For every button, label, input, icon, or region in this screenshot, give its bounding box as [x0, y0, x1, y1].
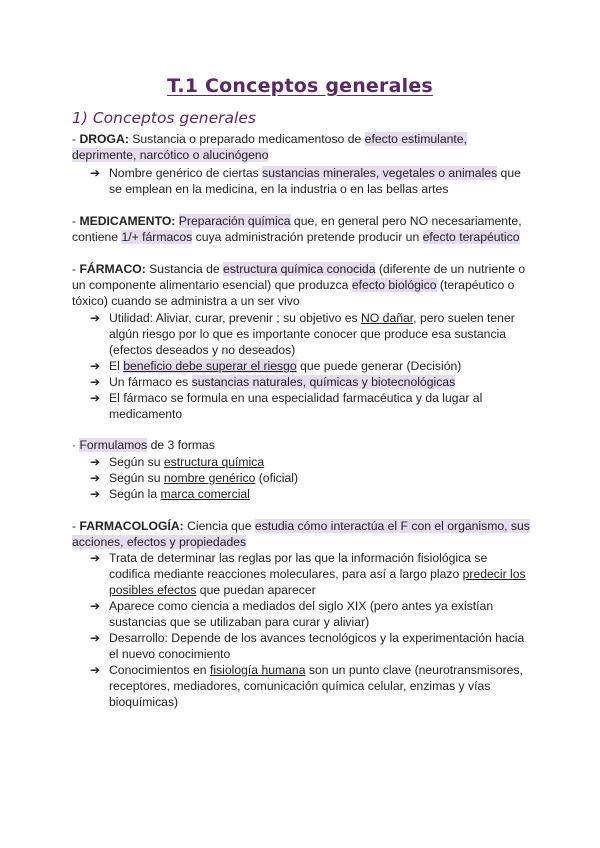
- farmaco-bullet-1: Utilidad: Aliviar, curar, prevenir ; su objetivo es NO dañar, pero suelen tener: [109, 311, 515, 325]
- droga-line-2: deprimente, narcótico o alucinógeno: [72, 148, 269, 162]
- farmacologia-bullet-3-cont: el nuevo conocimiento: [109, 647, 231, 661]
- arrow-bullet-icon: ➔: [90, 487, 101, 501]
- farmacologia-line-1: - FARMACOLOGÍA: Ciencia que estudia cómo interactúa el F con el organismo, sus: [72, 519, 530, 533]
- arrow-bullet-icon: ➔: [90, 551, 101, 565]
- arrow-bullet-icon: ➔: [90, 455, 101, 469]
- section-heading: 1) Conceptos generales: [72, 109, 256, 127]
- arrow-bullet-icon: ➔: [90, 375, 101, 389]
- droga-line-1: - DROGA: Sustancia o preparado medicamentoso de efecto estimulante,: [72, 132, 467, 146]
- arrow-bullet-icon: ➔: [90, 663, 101, 677]
- farmacologia-bullet-1: Trata de determinar las reglas por las que la información fisiológica se: [109, 551, 488, 565]
- term-droga: DROGA:: [79, 132, 129, 146]
- formas-line-1: · Formulamos de 3 formas: [72, 438, 215, 452]
- formas-bullet-1: Según su estructura química: [109, 455, 265, 469]
- farmacologia-bullet-2: Aparece como ciencia a mediados del siglo XIX (pero antes ya existían: [109, 599, 494, 613]
- farmaco-bullet-4-cont: medicamento: [109, 407, 183, 421]
- farmaco-bullet-1-cont-2: (efectos deseados y no deseados): [109, 343, 296, 357]
- page-title: T.1 Conceptos generales: [167, 75, 433, 97]
- term-farmacologia: FARMACOLOGÍA:: [79, 519, 184, 533]
- farmacologia-bullet-2-cont: sustancias que se utilizaban para curar y aliviar): [109, 615, 370, 629]
- arrow-bullet-icon: ➔: [90, 391, 101, 405]
- term-farmaco: FÁRMACO:: [79, 262, 146, 276]
- arrow-bullet-icon: ➔: [90, 471, 101, 485]
- farmaco-line-2: un componente alimentario esencial) que produzca efecto biológico (terapéutico o: [72, 278, 515, 292]
- arrow-bullet-icon: ➔: [90, 166, 101, 180]
- formas-bullet-2: Según su nombre genérico (oficial): [109, 471, 299, 485]
- farmaco-bullet-3: Un fármaco es sustancias naturales, químicas y biotecnológicas: [109, 375, 456, 389]
- farmaco-bullet-4: El fármaco se formula en una especialidad farmacéutica y da lugar al: [109, 391, 483, 405]
- farmaco-line-3: tóxico) cuando se administra a un ser vivo: [72, 294, 300, 308]
- farmacologia-bullet-1-cont-2: posibles efectos que puedan aparecer: [109, 583, 316, 597]
- farmacologia-bullet-4-cont: receptores, mediadores, comunicación química celular, enzimas y vías: [109, 679, 491, 693]
- arrow-bullet-icon: ➔: [90, 311, 101, 325]
- farmaco-bullet-1-cont: algún riesgo por lo que es importante conocer que produce esa sustancia: [109, 327, 507, 341]
- farmacologia-bullet-4: Conocimientos en fisiología humana son un punto clave (neurotransmisores,: [109, 663, 523, 677]
- medicamento-line-1: - MEDICAMENTO: Preparación química que, en general pero NO necesariamente,: [72, 214, 522, 228]
- farmacologia-line-2: acciones, efectos y propiedades: [72, 535, 247, 549]
- droga-bullet-1-cont: se emplean en la medicina, en la industria o en las bellas artes: [109, 182, 449, 196]
- arrow-bullet-icon: ➔: [90, 599, 101, 613]
- formas-bullet-3: Según la marca comercial: [109, 487, 250, 501]
- farmacologia-bullet-1-cont: codifica mediante reacciones moleculares, para así a largo plazo predecir los: [109, 567, 526, 581]
- farmaco-bullet-2: El beneficio debe superar el riesgo que puede generar (Decisión): [109, 359, 462, 373]
- medicamento-line-2: contiene 1/+ fármacos cuya administración pretende producir un efecto terapéutico: [72, 230, 520, 244]
- farmaco-line-1: - FÁRMACO: Sustancia de estructura química conocida (diferente de un nutriente o: [72, 262, 526, 276]
- arrow-bullet-icon: ➔: [90, 359, 101, 373]
- farmacologia-bullet-3: Desarrollo: Depende de los avances tecnológicos y la experimentación hacia: [109, 631, 525, 645]
- farmacologia-bullet-4-cont-2: bioquímicas): [109, 695, 179, 709]
- droga-bullet-1: Nombre genérico de ciertas sustancias minerales, vegetales o animales que: [109, 166, 521, 180]
- arrow-bullet-icon: ➔: [90, 631, 101, 645]
- term-medicamento: MEDICAMENTO:: [79, 214, 176, 228]
